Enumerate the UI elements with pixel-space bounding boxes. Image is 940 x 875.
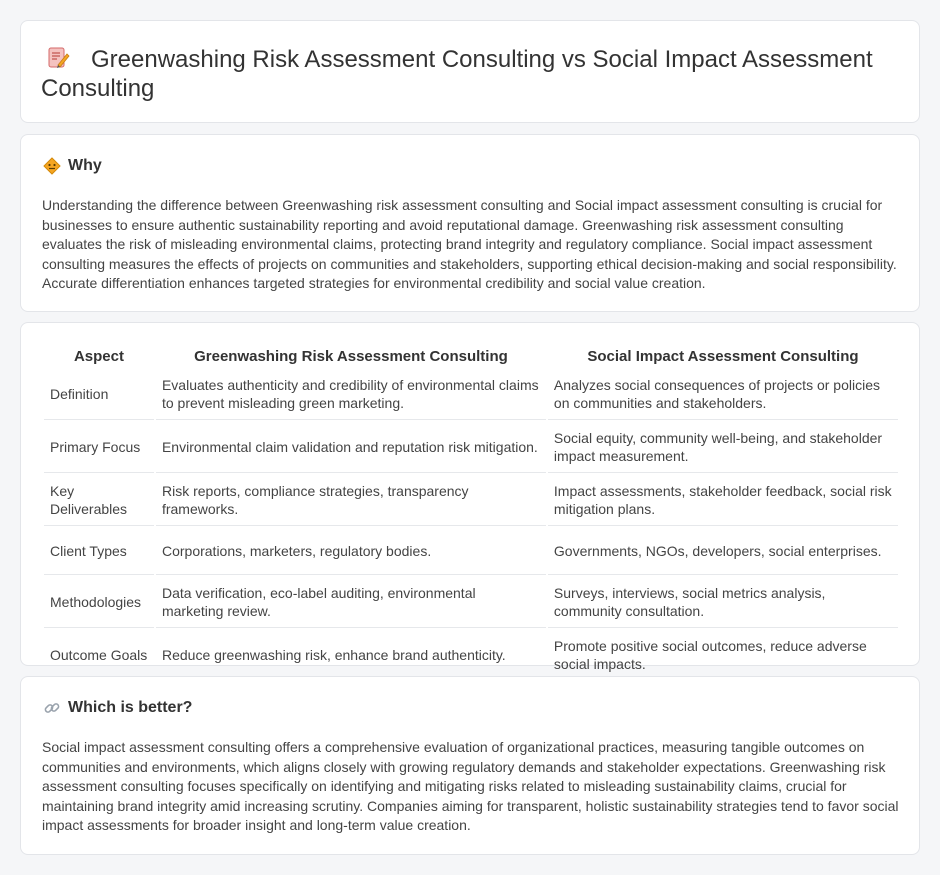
table-row — [44, 577, 898, 628]
row-aspect: Client Types — [44, 528, 154, 575]
row-greenwashing: Evaluates authenticity and credibility of environmental claims to prevent misleading green marketing. — [156, 369, 546, 420]
table-header-row — [44, 345, 898, 367]
link-icon — [43, 699, 61, 717]
table-row — [44, 528, 898, 575]
table-row — [44, 475, 898, 526]
row-aspect: Methodologies — [44, 577, 154, 628]
row-social-impact: Analyzes social consequences of projects or policies on communities and stakeholders. — [548, 369, 898, 420]
header-aspect: Aspect — [73, 347, 124, 365]
row-greenwashing: Corporations, marketers, regulatory bodies. — [156, 528, 546, 575]
row-aspect: Primary Focus — [44, 422, 154, 473]
memo-icon — [45, 45, 71, 71]
better-paragraph: Social impact assessment consulting offers a comprehensive evaluation of organizational practices, measuring tangible outcomes on communities and environments, which aligns closely with growing regulatory demands and stakeholder expectations. Greenwashing risk assessment consulting focuses specifically on identifying and mitigating risks related to misleading sustainability claims, crucial for maintaining brand integrity amid increasing scrutiny. Companies aiming for transparent, holistic sustainability strategies tend to favor social impact assessments for broader insight and long-term value creation. — [42, 739, 899, 834]
row-social-impact: Surveys, interviews, social metrics analysis, community consultation. — [548, 577, 898, 628]
header-greenwashing: Greenwashing Risk Assessment Consulting — [194, 347, 508, 365]
why-paragraph: Understanding the difference between Greenwashing risk assessment consulting and Social impact assessment consulting is crucial for businesses to ensure authentic sustainability reporting and avoid reputational damage. Greenwashing risk assessment consulting evaluates the risk of misleading environmental claims, protecting brand integrity and regulatory compliance. Social impact assessment consulting measures the effects of projects on communities and stakeholders, supporting ethical decision-making and social responsibility. Accurate differentiation enhances targeted strategies for environmental credibility and social value creation. — [42, 197, 897, 292]
comparison-card — [20, 322, 920, 672]
page-title — [41, 45, 901, 103]
row-greenwashing: Reduce greenwashing risk, enhance brand authenticity. — [156, 630, 546, 681]
why-heading — [43, 157, 102, 175]
page-title-text: Greenwashing Risk Assessment Consulting vs Social Impact Assessment Consulting — [41, 46, 873, 102]
row-social-impact: Governments, NGOs, developers, social enterprises. — [548, 528, 898, 575]
row-greenwashing: Environmental claim validation and reputation risk mitigation. — [156, 422, 546, 473]
row-aspect: Outcome Goals — [44, 630, 154, 681]
which-better-section — [20, 676, 920, 855]
why-heading-text: Why — [68, 157, 102, 174]
table-row — [44, 630, 898, 681]
row-aspect: Definition — [44, 369, 154, 420]
better-heading-text: Which is better? — [68, 699, 193, 716]
comparison-table — [42, 343, 900, 683]
row-social-impact: Social equity, community well-being, and stakeholder impact measurement. — [548, 422, 898, 473]
title-card — [20, 20, 920, 123]
warning-diamond-icon — [43, 157, 61, 175]
table-row — [44, 422, 898, 473]
better-heading — [43, 699, 192, 717]
row-social-impact: Impact assessments, stakeholder feedback, social risk mitigation plans. — [548, 475, 898, 526]
header-social-impact: Social Impact Assessment Consulting — [587, 347, 859, 365]
row-greenwashing: Risk reports, compliance strategies, transparency frameworks. — [156, 475, 546, 526]
row-aspect: Key Deliverables — [44, 475, 154, 526]
table-row — [44, 369, 898, 420]
why-section — [20, 134, 920, 312]
row-greenwashing: Data verification, eco-label auditing, environmental marketing review. — [156, 577, 546, 628]
row-social-impact: Promote positive social outcomes, reduce adverse social impacts. — [548, 630, 898, 681]
